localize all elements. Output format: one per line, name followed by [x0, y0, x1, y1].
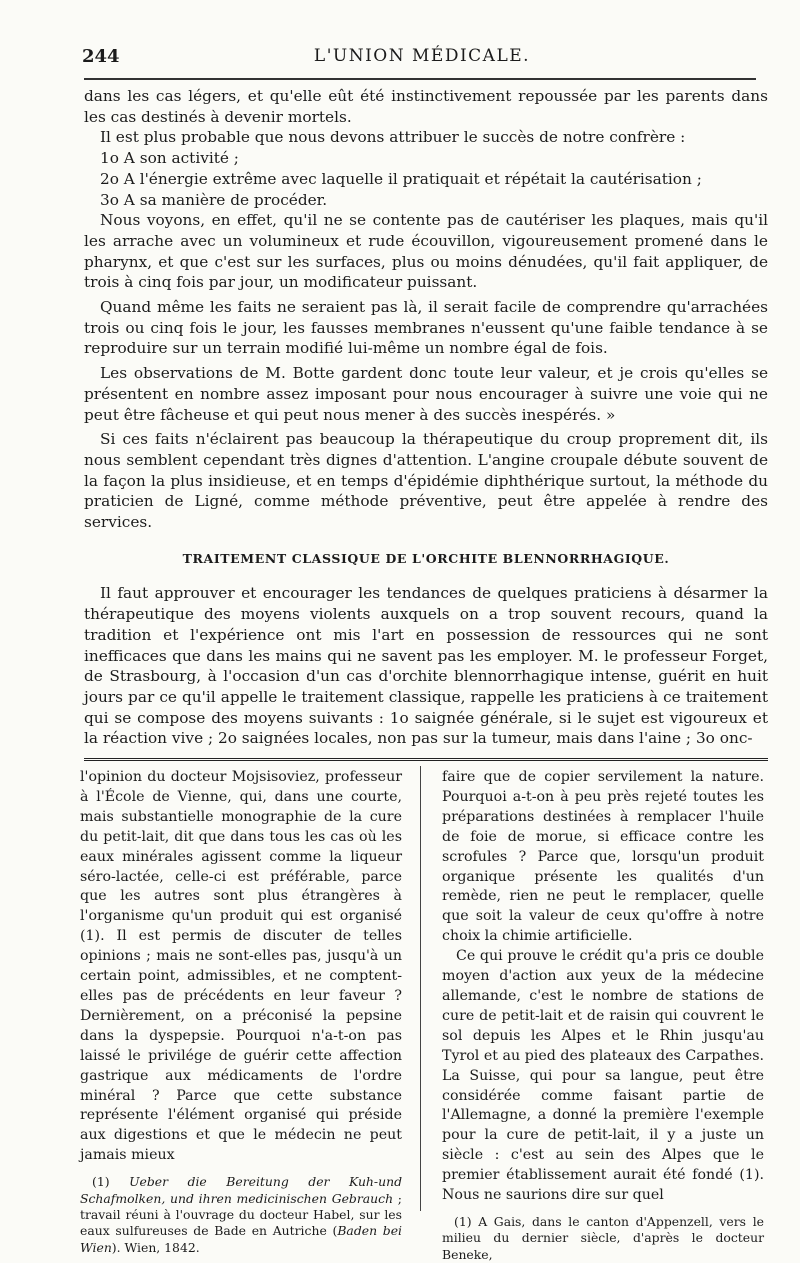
footnote-marker: (1)	[92, 1174, 130, 1190]
paragraph-observations: Les observations de M. Botte gardent donc toute leur valeur, et je crois qu'elles se présentent en nombre assez imposant pour nous encourager à suivre une voie qui ne peut être fâcheuse et qui peut nous mener à des succès inespérés. »	[84, 364, 768, 424]
footnote-middle: ; travail réuni à l'ouvrage du docteur Habel, sur les eaux sulfureuses de Bade en Autriche (	[80, 1190, 402, 1239]
column-separator-rule	[84, 758, 768, 761]
list-item-2: 2o A l'énergie extrême avec laquelle il pratiquait et répétait la cautérisation ;	[100, 169, 702, 188]
right-column-paragraph-1: faire que de copier servilement la nature. Pourquoi a-t-on à peu près rejeté toutes les préparations destinées à remplacer l'huile de foie de morue, si efficace contre les scrofules ? Parce que, lorsqu'un produit organique présente les qualités d'un remède, rien ne peut le remplacer, quelle que soit la valeur de ceux qu'offre à notre choix la chimie artificielle.	[442, 769, 764, 945]
paragraph-probable: Il est plus probable que nous devons attribuer le succès de notre confrère :	[100, 128, 686, 147]
section-heading: TRAITEMENT CLASSIQUE DE L'ORCHITE BLENNORRHAGIQUE.	[182, 550, 670, 566]
footnote-title: Ueber die Bereitung der Kuh-und Schafmolken, und ihren medicinischen Gebrauch	[80, 1174, 402, 1206]
right-column	[442, 768, 764, 1263]
journal-title: L'UNION MÉDICALE.	[313, 46, 531, 66]
paragraph-quand-meme: Quand même les faits ne seraient pas là, il serait facile de comprendre qu'arrachées trois ou cinq fois le jour, les fausses membranes n'eussent qu'une faible tendance à se reproduire sur un terrain modifié lui-même un nombre égal de fois.	[84, 298, 768, 358]
list-item-1: 1o A son activité ;	[100, 149, 239, 168]
list-item-3: 3o A sa manière de procéder.	[100, 190, 328, 209]
footnote-end: ). Wien, 1842.	[111, 1239, 200, 1255]
page-number: 244	[82, 46, 120, 67]
paragraph-si-ces-faits: Si ces faits n'éclairent pas beaucoup la thérapeutique du croup proprement dit, ils nous semblent cependant très dignes d'attention. L'angine croupale débute souvent de la façon la plus insidieuse, et en temps d'épidémie diphthérique surtout, la méthode du praticien de Ligné, comme méthode préventive, peut être appelée à rendre des services.	[84, 430, 768, 532]
paragraph-nous-voyons: Nous voyons, en effet, qu'il ne se contente pas de cautériser les plaques, mais qu'il les arrache avec un volumineux et rude écouvillon, vigoureusement promené dans le pharynx, et que c'est sur les surfaces, plus ou moins dénudées, qu'il fait appliquer, de trois à cinq fois par jour, un modificateur puissant.	[84, 211, 768, 292]
left-column-paragraph: l'opinion du docteur Mojsisoviez, professeur à l'École de Vienne, qui, dans une courte, mais substantielle monographie de la cure du petit-lait, dit que dans tous les cas où les eaux minérales agissent comme la liqueur séro-lactée, celle-ci est préférable, parce que les autres sont plus étrangères à l'organisme qu'un produit qui est organisé (1). Il est permis de discuter de telles opinions ; mais ne sont-elles pas, jusqu'à un certain point, admissibles, et ne comptent-elles pas de précédents en leur faveur ? Dernièrement, on a préconisé la pepsine dans la dyspepsie. Pourquoi n'a-t-on pas laissé le privilége de guérir cette affection gastrique aux médicaments de l'ordre minéral ? Parce que cette substance représente l'élément organisé qui préside aux digestions et que le médecin ne peut jamais mieux	[80, 769, 402, 1164]
paragraph-intro: dans les cas légers, et qu'elle eût été instinctivement repoussée par les parents dans les cas destinés à devenir mortels.	[84, 87, 768, 126]
right-column-paragraph-2: Ce qui prouve le crédit qu'a pris ce double moyen d'action aux yeux de la médecine allemande, c'est le nombre de stations de cure de petit-lait et de raisin qui couvrent le sol depuis les Alpes et le Rhin jusqu'au Tyrol et au pied des plateaux des Carpathes. La Suisse, qui pour sa langue, peut être considérée comme faisant partie de l'Allemagne, a donné la première l'exemple pour la cure de petit-lait, il y a juste un siècle : c'est au sein des Alpes que le premier établissement aurait été fondé (1). Nous ne saurions dire sur quel	[442, 948, 764, 1204]
right-footnote: (1) A Gais, dans le canton d'Appenzell, vers le milieu du dernier siècle, d'après le docteur Beneke,	[442, 1213, 764, 1262]
header-rule	[84, 78, 756, 80]
main-text	[84, 86, 768, 749]
left-footnote	[80, 1174, 402, 1256]
footnote-place: Baden bei Wien	[80, 1223, 403, 1255]
column-divider	[420, 766, 421, 1211]
left-column	[80, 768, 402, 1256]
page-header	[82, 46, 762, 74]
paragraph-orchite: Il faut approuver et encourager les tendances de quelques praticiens à désarmer la thérapeutique des moyens violents auxquels on a trop souvent recours, quand la tradition et l'expérience ont mis l'art en possession de ressources qui ne sont inefficaces que dans les mains qui ne savent pas les employer. M. le professeur Forget, de Strasbourg, à l'occasion d'un cas d'orchite blennorrhagique intense, guérit en huit jours par ce qu'il appelle le traitement classique, rappelle les praticiens à ce traitement qui se compose des moyens suivants : 1o saignée générale, si le sujet est vigoureux et la réaction vive ; 2o saignées locales, non pas sur la tumeur, mais dans l'aine ; 3o onc-	[84, 584, 768, 748]
